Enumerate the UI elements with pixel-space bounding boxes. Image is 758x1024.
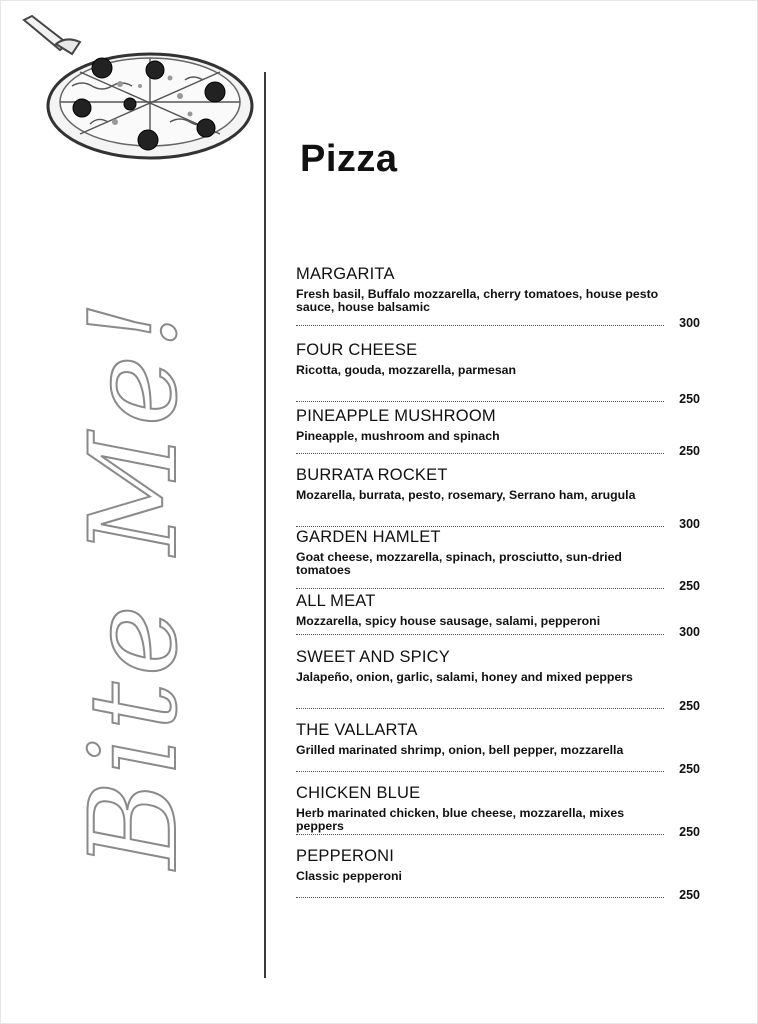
item-price: 300 — [679, 517, 700, 531]
menu-item — [296, 783, 700, 839]
item-description: Fresh basil, Buffalo mozzarella, cherry tomatoes, house pesto sauce, house balsamic — [296, 287, 659, 314]
item-description: Goat cheese, mozzarella, spinach, prosciutto, sun-dried tomatoes — [296, 550, 622, 577]
item-name: SWEET AND SPICY — [296, 648, 450, 666]
menu-item — [296, 465, 700, 531]
dot-leader — [296, 708, 664, 709]
item-price: 250 — [679, 888, 700, 902]
menu-list — [296, 264, 700, 902]
item-price: 250 — [679, 579, 700, 593]
page-title: Pizza — [300, 138, 398, 180]
item-name: FOUR CHEESE — [296, 341, 418, 359]
menu-item — [296, 720, 700, 776]
item-name: ALL MEAT — [296, 592, 376, 610]
item-name: THE VALLARTA — [296, 721, 418, 739]
item-price: 250 — [679, 825, 700, 839]
menu-item — [296, 647, 700, 713]
menu-item — [296, 264, 700, 330]
dot-leader — [296, 325, 664, 326]
item-price: 250 — [679, 392, 700, 406]
item-description: Jalapeño, onion, garlic, salami, honey and mixed peppers — [296, 670, 633, 684]
item-price: 250 — [679, 699, 700, 713]
item-description: Mozarella, burrata, pesto, rosemary, Serrano ham, arugula — [296, 488, 636, 502]
dot-leader — [296, 897, 664, 898]
item-name: GARDEN HAMLET — [296, 528, 441, 546]
item-description: Mozzarella, spicy house sausage, salami, pepperoni — [296, 614, 601, 628]
item-description: Grilled marinated shrimp, onion, bell pepper, mozzarella — [296, 743, 624, 757]
pizza-illustration — [20, 14, 260, 174]
item-name: PEPPERONI — [296, 847, 395, 865]
item-name: PINEAPPLE MUSHROOM — [296, 407, 496, 425]
dot-leader — [296, 834, 664, 835]
menu-item — [296, 527, 700, 593]
menu-item — [296, 591, 700, 639]
dot-leader — [296, 453, 664, 454]
brand-script-title: Bite Me! — [65, 294, 204, 870]
item-name: CHICKEN BLUE — [296, 784, 421, 802]
item-description: Pineapple, mushroom and spinach — [296, 429, 500, 443]
item-name: MARGARITA — [296, 265, 395, 283]
dot-leader — [296, 771, 664, 772]
dot-leader — [296, 588, 664, 589]
item-price: 300 — [679, 625, 700, 639]
menu-item — [296, 340, 700, 406]
dot-leader — [296, 634, 664, 635]
dot-leader — [296, 401, 664, 402]
item-description: Ricotta, gouda, mozzarella, parmesan — [296, 363, 517, 377]
vertical-divider — [264, 72, 266, 978]
pizza-peel-icon — [24, 16, 80, 54]
item-name: BURRATA ROCKET — [296, 466, 448, 484]
item-price: 250 — [679, 444, 700, 458]
item-description: Classic pepperoni — [296, 869, 402, 883]
menu-item — [296, 406, 700, 458]
menu-item — [296, 846, 700, 902]
item-description: Herb marinated chicken, blue cheese, mozzarella, mixes peppers — [296, 806, 625, 833]
item-price: 300 — [679, 316, 700, 330]
item-price: 250 — [679, 762, 700, 776]
